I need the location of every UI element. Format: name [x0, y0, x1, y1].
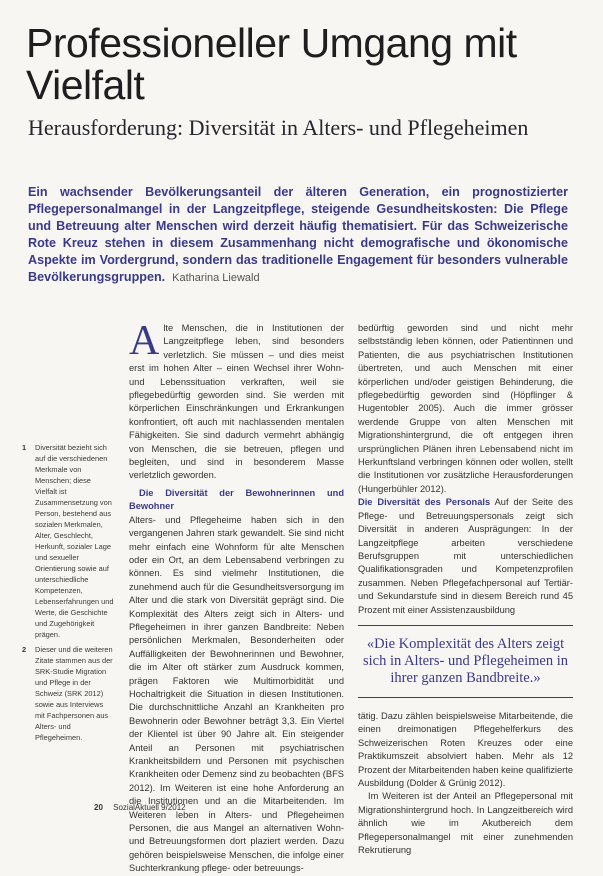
- body-column-right: [358, 322, 573, 857]
- drop-cap: A: [129, 318, 160, 364]
- body-paragraph: tätig. Dazu zählen beispielsweise Mitarbeitende, die einen dreimonatigen Pflegehelferkurs des Schweizerischen Roten Kreuzes oder eine Praktikumszeit absolviert haben. Mehr als 12 Prozent der Mitarbeitenden haben keine qualifizierte Ausbildung (Dolder & Grünig 2012).: [358, 710, 573, 788]
- section-heading: Die Diversität der Bewohnerinnen und Bewohner: [129, 487, 344, 512]
- body-paragraph: Im Weiteren ist der Anteil an Pflegepersonal mit Migrationshintergrund hoch. In Langzeitbereich wird ähnlich wie im Akutbereich dem Pflegepersonalmangel mit einer zunehmenden Rekrutierung: [358, 791, 573, 855]
- lead-paragraph: [28, 184, 568, 288]
- article-subtitle: Herausforderung: Diversität in Alters- und Pflegeheimen: [28, 115, 529, 140]
- section-heading: [358, 497, 490, 507]
- footnote-text: Diversität bezieht sich auf die verschiedenen Merkmale von Menschen; diese Vielfalt ist Zusammensetzung von Person, bestehend aus sozialen Merkmalen, Alter, Geschlecht, Herkunft, sozialer Lage und sexueller Orientierung sowie auf unterschiedliche Kompetenzen, Lebenserfahrungen und Werte, die Geschichte und Zugehörigkeit prägen.: [35, 443, 114, 639]
- footnote: [22, 442, 114, 640]
- page-footer: [94, 803, 186, 812]
- publication-name: SozialAktuell 9/2012: [113, 803, 186, 812]
- body-paragraph: bedürftig geworden sind und nicht mehr selbstständig leben können, oder Patientinnen und Patienten, die aus psychiatrischen Institutionen übertreten, und auch Menschen mit einer körperlichen und/oder geistigen Behinderung, die pflegebedürftig geworden sind (Höpflinger & Hugentobler 2005). Auch die immer grösser werdende Gruppe von alten Menschen mit Migrationshintergrund, die oft entgegen ihren ursprünglichen Plänen ihren Lebensabend nicht im Herkunftsland verbringen können oder wollen, stellt die Institutionen vor zusätzliche Herausforderungen (Hungerbühler 2012).: [358, 323, 573, 494]
- footnote-number: 1: [22, 443, 27, 452]
- pull-quote: «Die Komplexität des Alters zeigt sich in Alters- und Pflegeheimen in ihrer ganzen Bandbreite.»: [358, 625, 573, 698]
- page-number: 20: [94, 803, 103, 812]
- body-column-left: [129, 318, 344, 876]
- footnote-text: Dieser und die weiteren Zitate stammen aus der SRK-Studie Migration und Pflege in der Schweiz (SRK 2012) sowie aus Interviews mit Fachpersonen aus Alters- und Pflegeheimen.: [35, 645, 113, 742]
- body-paragraph: Alters- und Pflegeheime haben sich in den vergangenen Jahren stark gewandelt. Sie sind nicht mehr einfach eine Wohnform für alte Menschen oder ein Ort, an dem Lebensabend verbringen zu können. Es sind vielmehr Institutionen, die zunehmend auch für die Gesundheitsversorgung im Alter und die stark von Diversität geprägt sind. Die Komplexität des Alters zeigt sich in Alters- und Pflegeheimen in ihrer ganzen Bandbreite: Neben persönlichen Merkmalen, Besonderheiten oder Auffälligkeiten der Bewohnerinnen und Bewohner, die im Alter oft stärker zum Ausdruck kommen, prägen Faktoren wie Multimorbidität und Hochaltrigkeit die Situation in diesen Institutionen. Die durchschnittliche Anzahl an Krankheiten pro Bewohnerin oder Bewohner beträgt 3,3. Ein Viertel der Klientel ist über 90 Jahre alt. Ein steigender Anteil an Personen mit psychiatrischen Krankheitsbildern und Personen mit psychischen Krankheiten oder Demenz sind zu beobachten (BFS 2012). Im Weiteren ist eine hohe Anforderung an die Institutionen und an die Mitarbeitenden. Im Weiteren leben in Alters- und Pflegeheimen Personen, die aus Mangel an alternativen Wohn- und Betreuungsformen dort plaziert werden. Dazu gehören beispielsweise Menschen, die infolge einer Suchterkrankung pflege- oder betreuungs-: [129, 514, 344, 874]
- paragraph-text: lte Menschen, die in Institutionen der Langzeitpflege leben, sind besonders verletzlich. Sie müssen – und dies meist erst im hohen Alter – einen Wechsel ihrer Wohn- und Lebenssituation verkraften, weil sie pflegebedürftig geworden sind. Sie werden mit körperlichen Einschränkungen und Erkrankungen konfrontiert, oft auch mit nachlassenden mentalen Fähigkeiten. Sie sind dadurch vermehrt abhängig von Menschen, die sie betreuen, pflegen und begleiten, und sind in besonderem Masse verletzlich geworden.: [129, 323, 344, 481]
- body-paragraph: [129, 318, 344, 483]
- article-title: Professioneller Umgang mit Vielfalt: [26, 20, 517, 108]
- footnote-number: 2: [22, 645, 27, 654]
- paragraph-text: Auf der Seite des Pflege- und Betreuungspersonals zeigt sich Diversität in anderen Ausprägungen: In der Langzeitpflege arbeiten verschiedene Berufsgruppen mit unterschiedlichen Qualifikationsgraden und Kompetenzprofilen zusammen. Neben Pflegefachpersonal auf Tertiär- und Sekundarstufe sind in diesem Bereich rund 45 Prozent mit einer Assistenzausbildung: [358, 497, 573, 615]
- section-heading-text: Die Diversität des Personals: [358, 497, 491, 508]
- lead-text: Ein wachsender Bevölkerungsanteil der älteren Generation, ein prognostizierter Pflegepersonalmangel in der Langzeitpflege, steigende Gesundheitskosten: Die Pflege und Betreuung alter Menschen wird derzeit häufig thematisiert. Für das Schweizerische Rote Kreuz stehen in diesem Zusammenhang nicht demografische und ökonomische Aspekte im Vordergrund, sondern das traditionelle Engagement für besonders vulnerable Bevölkerungsgruppen.: [28, 185, 568, 285]
- author-name: Katharina Liewald: [172, 272, 260, 285]
- footnotes-sidebar: [22, 442, 114, 747]
- footnote: [22, 644, 114, 743]
